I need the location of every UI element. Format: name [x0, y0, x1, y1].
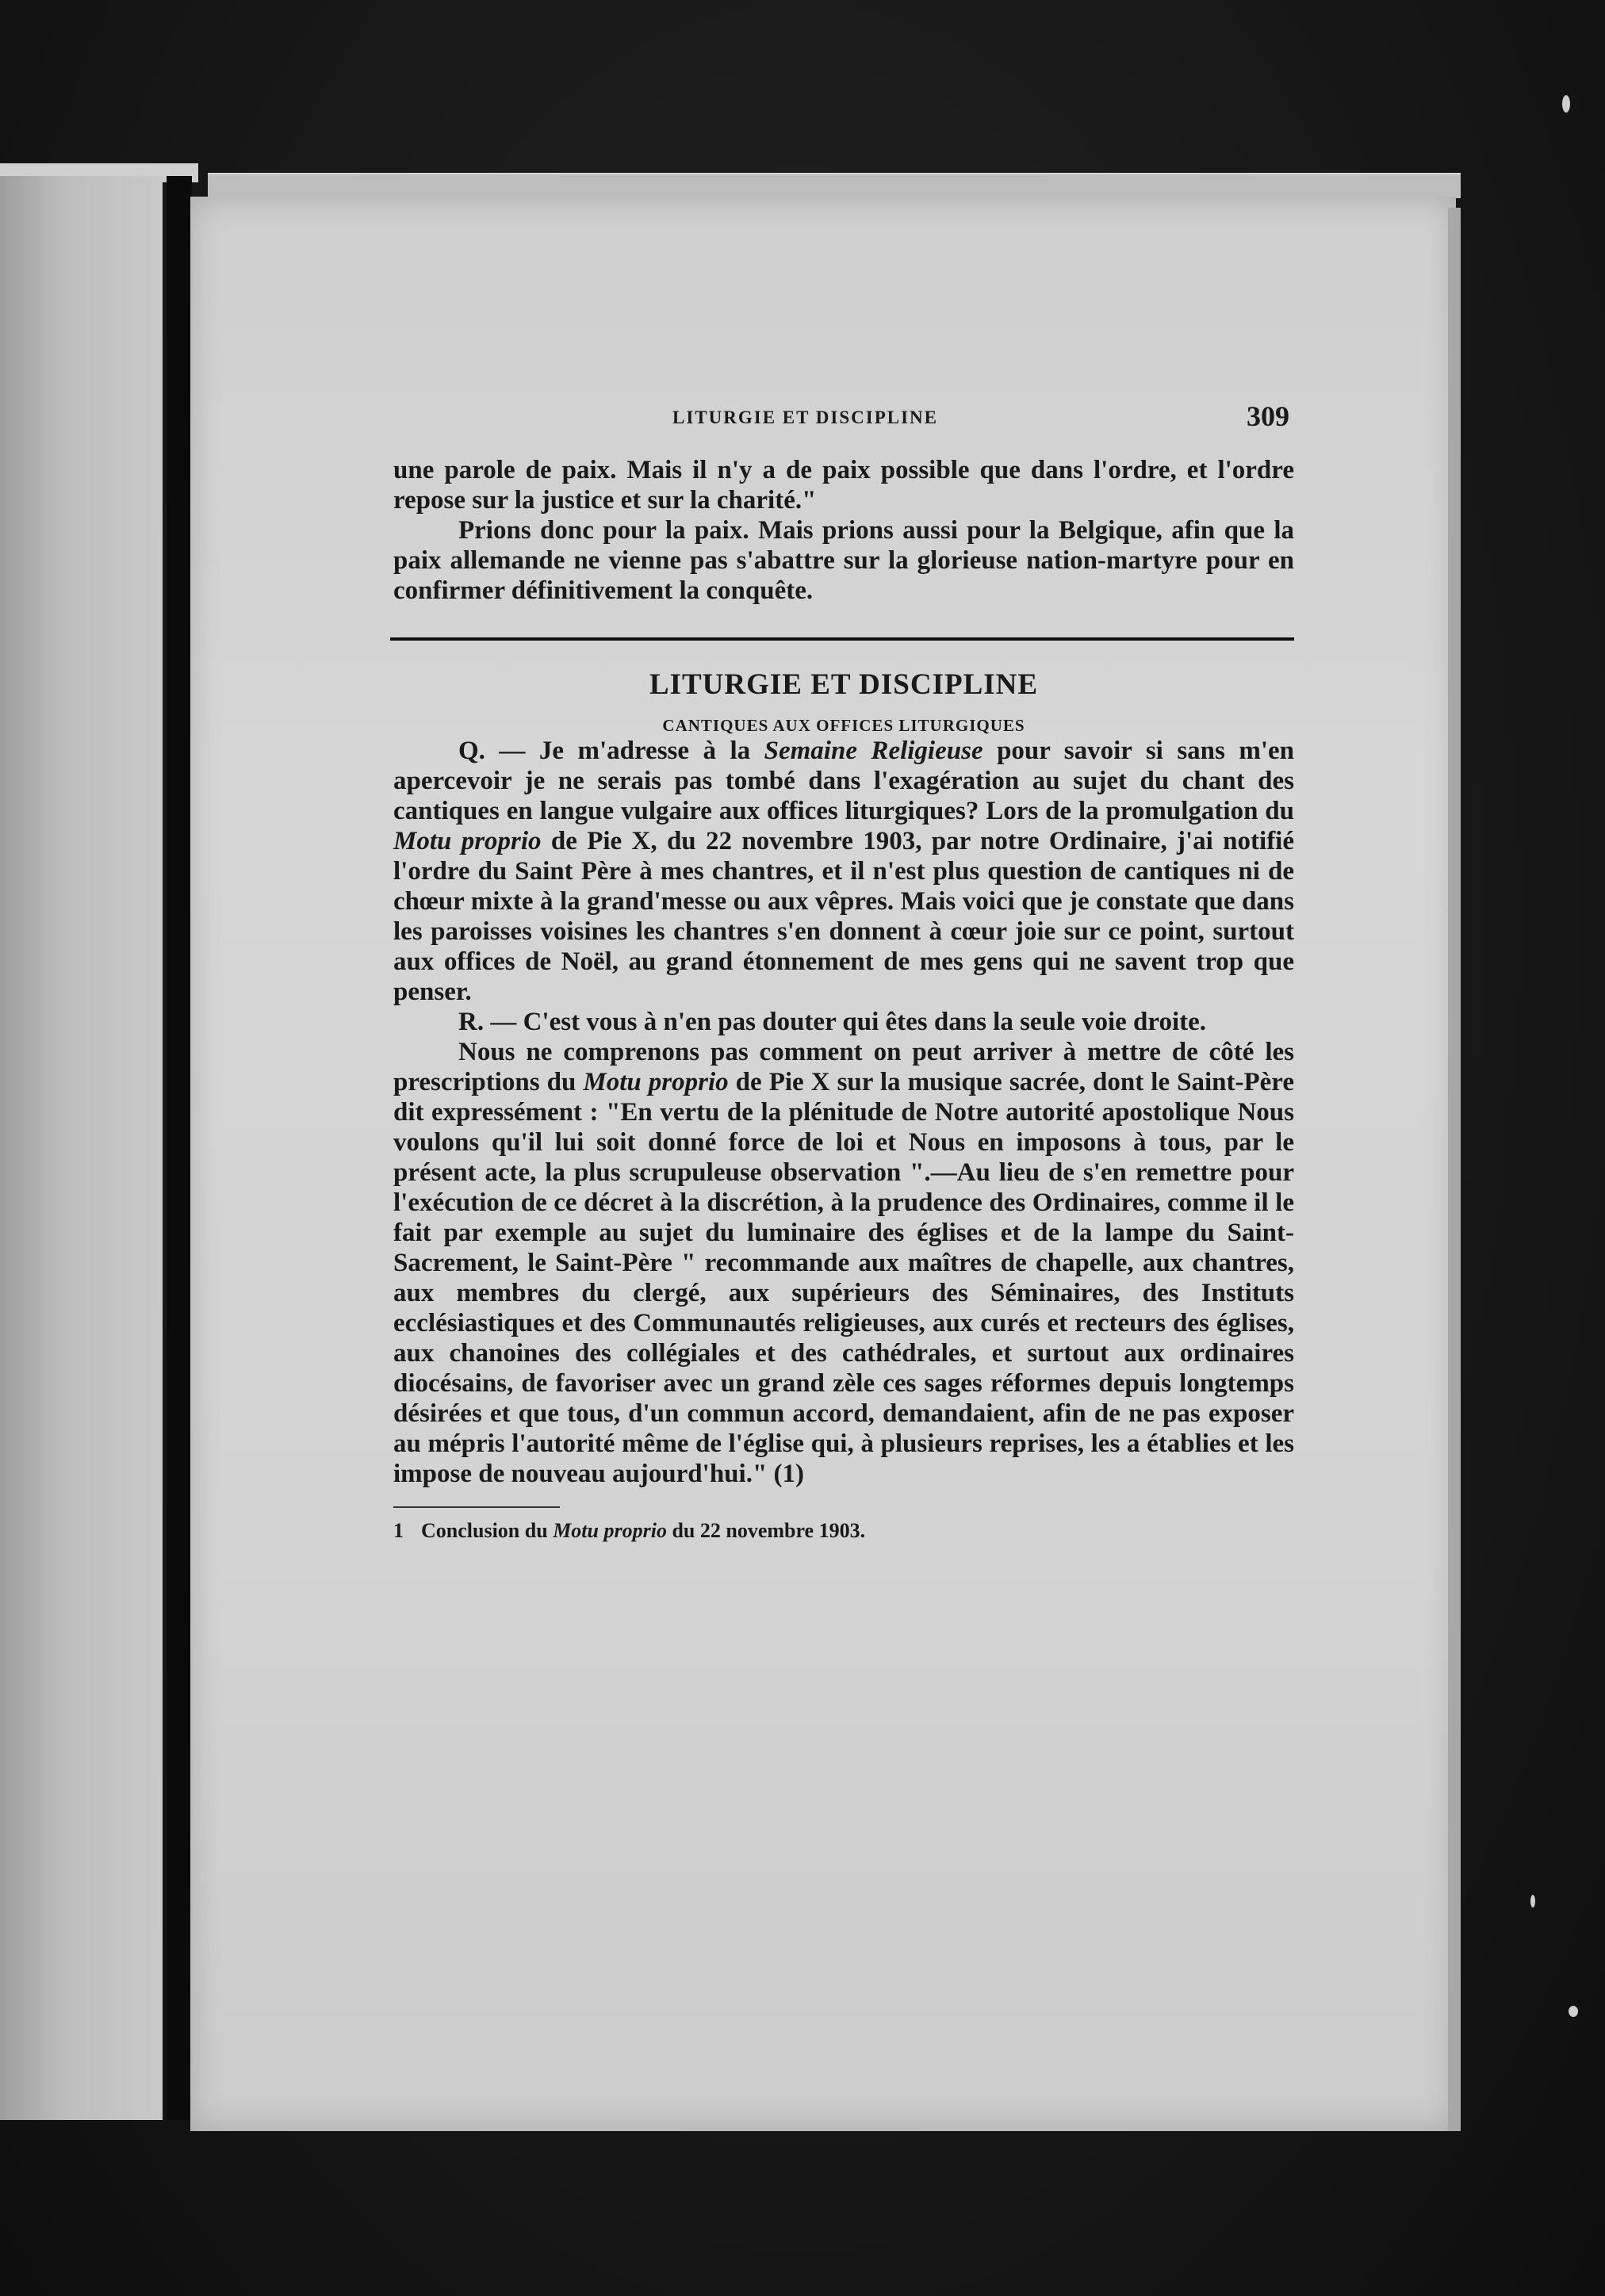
- question-italic-title: Semaine Religieuse: [764, 737, 983, 765]
- page-number: 309: [1247, 400, 1289, 432]
- page-top-edge: [208, 173, 1461, 198]
- page-text: [393, 400, 1295, 1543]
- page-right-edge: [1448, 208, 1461, 2131]
- question-lead: Q. — Je m'adresse à la: [458, 737, 764, 765]
- section-subtitle: CANTIQUES AUX OFFICES LITURGIQUES: [662, 716, 1025, 735]
- question-text-2: de Pie X, du 22 novembre 1903, par notre Ordinaire, j'ai notifié l'ordre du Saint Père à mes chantres, et il n'est plus question de cantiques ni de chœur mixte à la grand'messe ou aux vêpres. Mais voici que je constate que dans les paroisses voisines les chantres s'en donnent à cœur joie sur ce point, surtout aux offices de Noël, au grand étonnement de mes gens qui ne savent trop que penser.: [393, 827, 1295, 1006]
- previous-page: [0, 176, 163, 2120]
- dust-speck: [1530, 1895, 1535, 1908]
- section-title: LITURGIE ET DISCIPLINE: [649, 668, 1039, 701]
- dust-speck: [1562, 95, 1570, 113]
- intro-paragraph-2: Prions donc pour la paix. Mais prions aussi pour la Belgique, afin que la paix allemande ne vienne pas s'abattre sur la glorieuse nation-martyre pour en confirmer définitivement la conquête.: [393, 516, 1294, 605]
- body-text-2: de Pie X sur la musique sacrée, dont le Saint-Père dit expressément : "En vertu de la plénitude de Notre autorité apostolique Nous voulons qu'il lui soit donné force de loi et Nous en imposons à tous, par le présent acte, la plus scrupuleuse observation ".—Au lieu de s'en remettre pour l'exécution de ce décret à la discrétion, à la prudence des Ordinaires, comme il le fait par exemple au sujet du luminaire des églises et de la lampe du Saint-Sacrement, le Saint-Père " recommande aux maîtres de chapelle, aux chantres, aux membres du clergé, aux supérieurs des Séminaires, des Instituts ecclésiastiques et des Communautés religieuses, aux curés et recteurs des églises, aux chanoines des collégiales et des cathédrales, et surtout aux ordinaires diocésains, de favoriser avec un grand zèle ces sages réformes depuis longtemps désirées et que tous, d'un commun accord, demandaient, afin de ne pas exposer au mépris l'autorité même de l'église qui, à plusieurs reprises, les a établies et les impose de nouveau aujourd'hui." (1): [393, 1068, 1294, 1488]
- footnote-number: 1: [393, 1519, 404, 1542]
- running-title: LITURGIE ET DISCIPLINE: [672, 408, 939, 427]
- question-text-1: pour savoir si sans m'en apercevoir je ne serais pas tombé dans l'exagération au sujet du chant des cantiques en langue vulgaire aux offices liturgiques? Lors de la promulgation du: [393, 737, 1294, 825]
- footnote: [393, 1519, 1294, 1543]
- dust-speck: [1569, 2006, 1578, 2017]
- question-italic-motu: Motu proprio: [393, 827, 542, 855]
- running-head: [393, 400, 1294, 441]
- footnote-rule: [393, 1506, 560, 1508]
- question-paragraph: [393, 736, 1294, 1007]
- answer-paragraph: R. — C'est vous à n'en pas douter qui êtes dans la seule voie droite.: [458, 1008, 1207, 1036]
- footnote-text-2: du 22 novembre 1903.: [666, 1519, 866, 1542]
- footnote-text-1: Conclusion du: [421, 1519, 554, 1542]
- intro-paragraph-1: une parole de paix. Mais il n'y a de paix possible que dans l'ordre, et l'ordre repose sur la justice et sur la charité.": [393, 456, 1294, 515]
- body-paragraph: [393, 1037, 1294, 1489]
- body-italic-motu: Motu proprio: [583, 1068, 729, 1096]
- section-divider: [390, 637, 1294, 641]
- footnote-italic: Motu proprio: [553, 1519, 667, 1542]
- intro-section: [393, 455, 1294, 606]
- body-text-1: Nous ne comprenons pas comment on peut arriver à mettre de côté les prescriptions du: [393, 1038, 1294, 1096]
- binding-gutter: [167, 176, 192, 2120]
